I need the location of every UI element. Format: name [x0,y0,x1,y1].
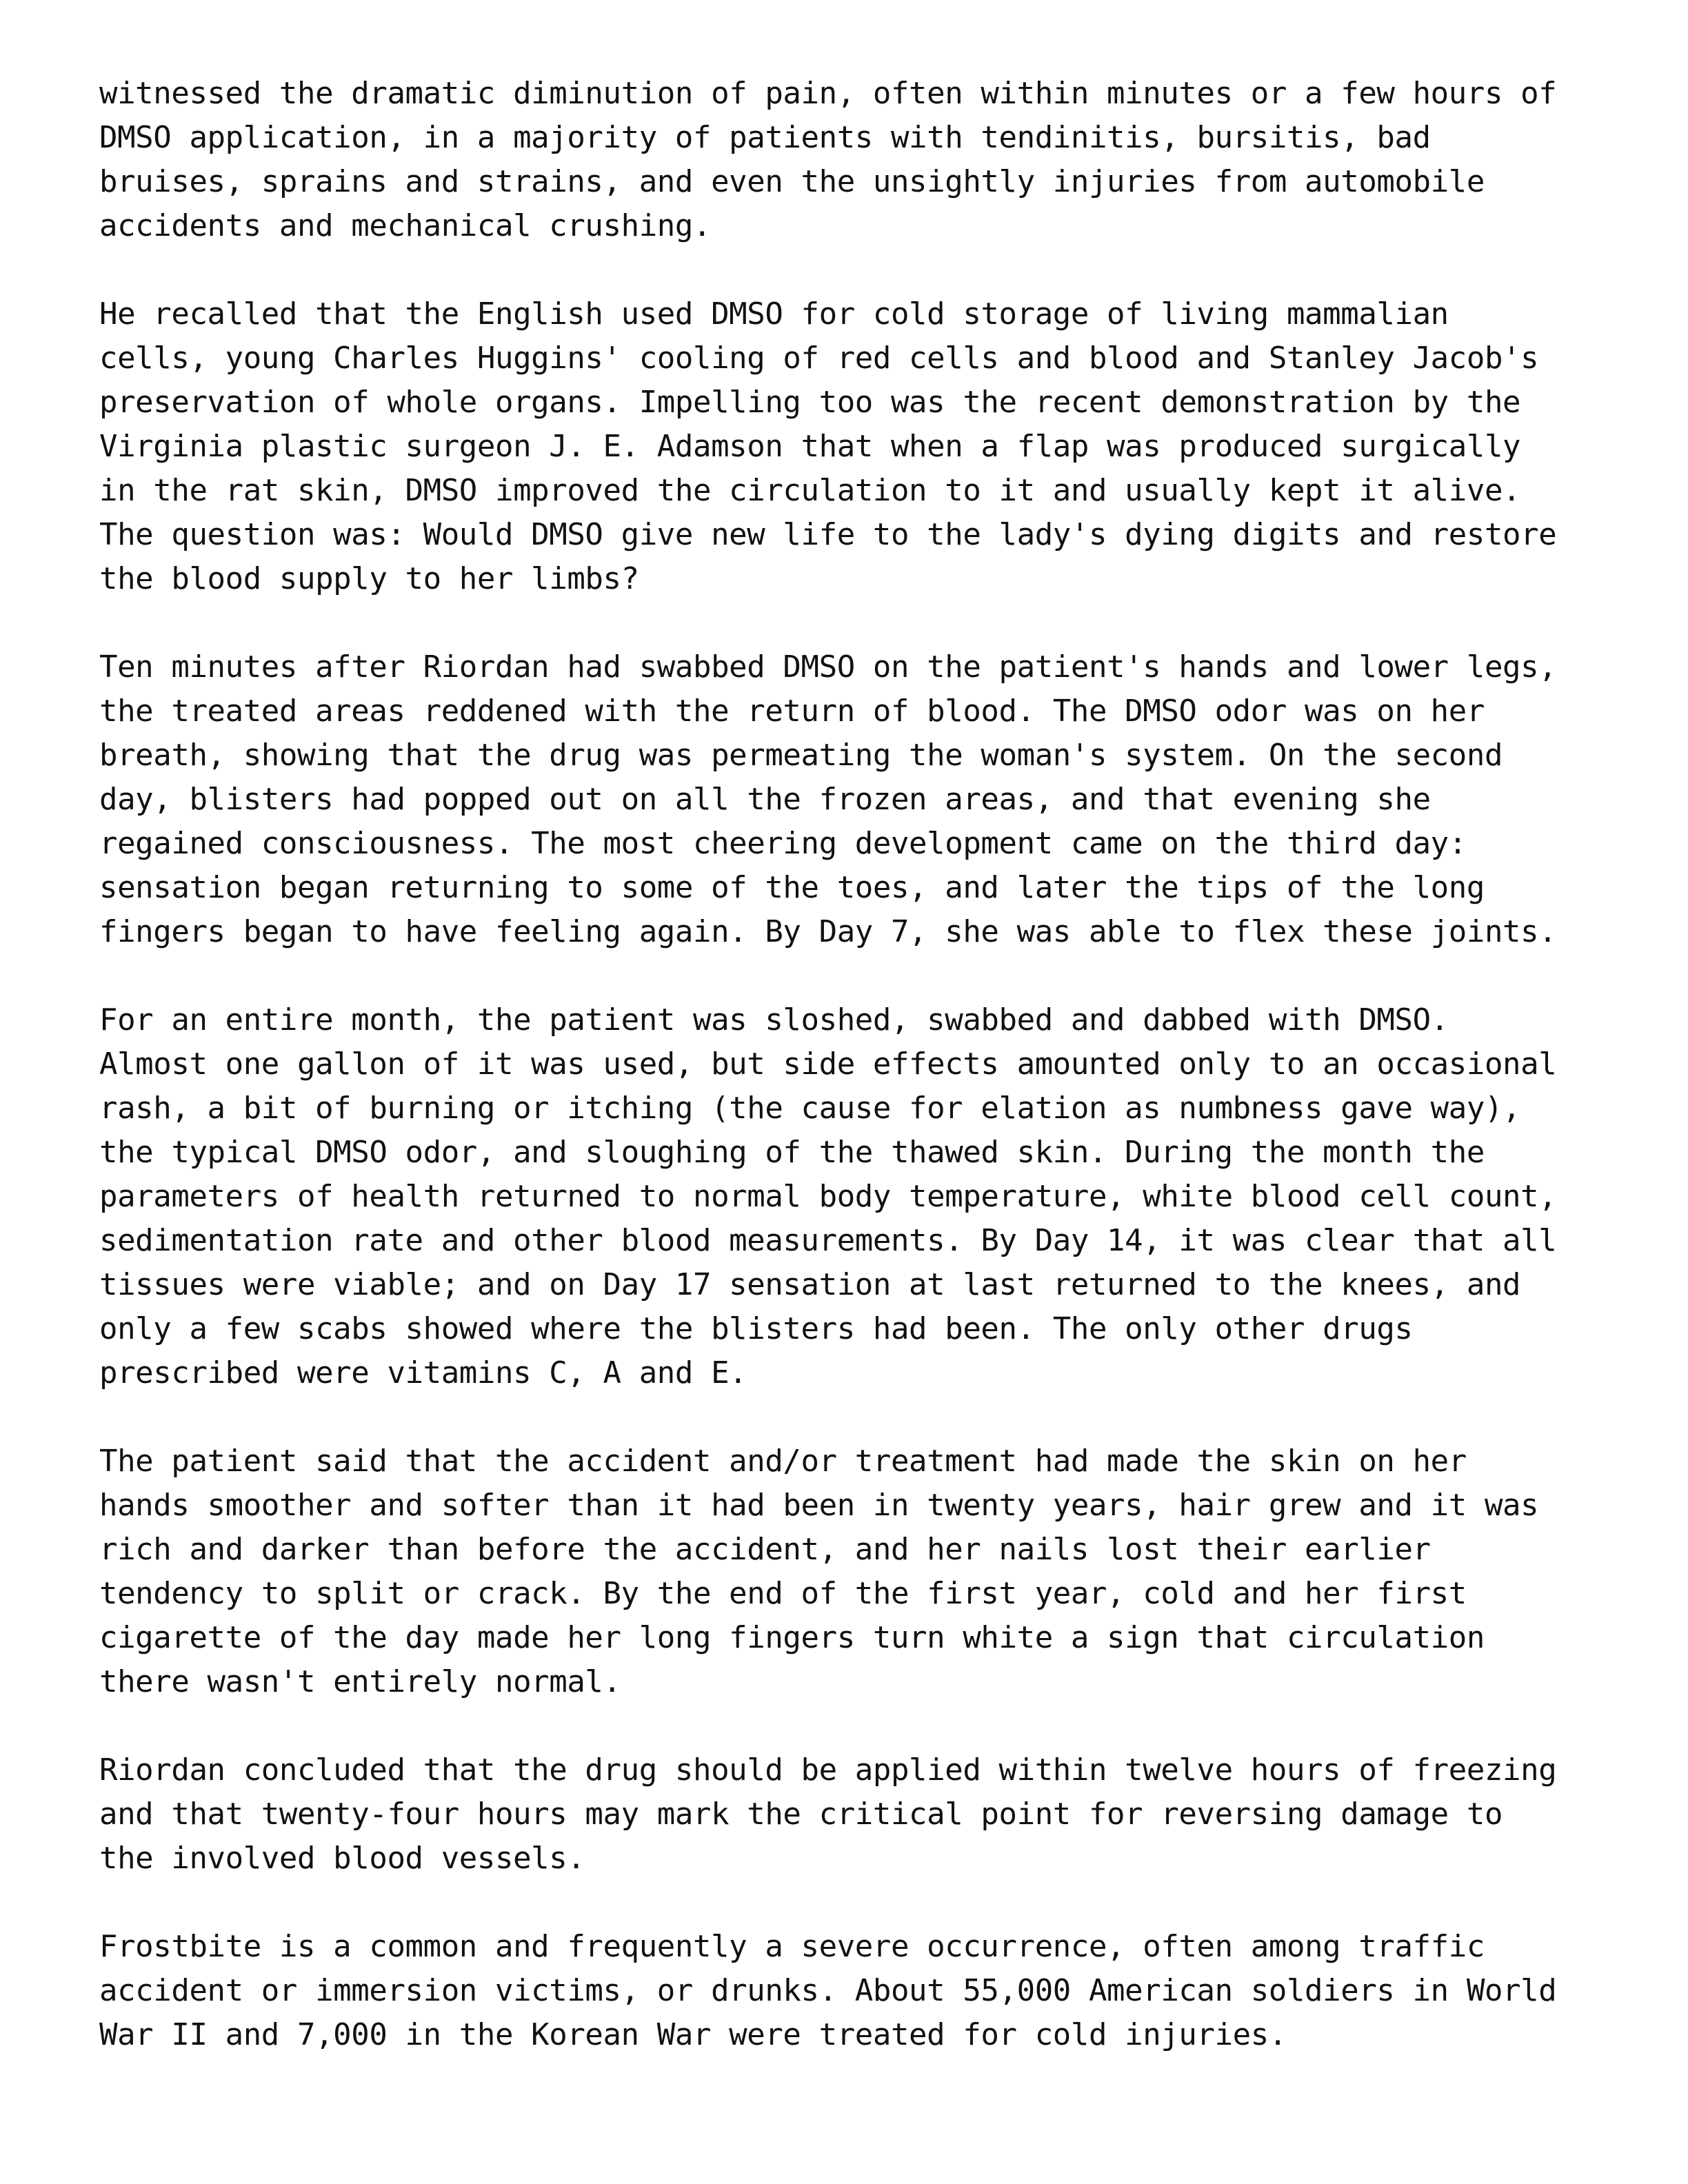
text-line: there wasn't entirely normal. [99,1664,621,1699]
text-line: Frostbite is a common and frequently a severe occurrence, often among traffic [99,1929,1485,1964]
text-line: The question was: Would DMSO give new life to the lady's dying digits and restore [99,517,1557,552]
paragraph-5 [99,1439,1602,1704]
text-line: DMSO application, in a majority of patients with tendinitis, bursitis, bad [99,120,1431,155]
text-line: accidents and mechanical crushing. [99,208,712,243]
text-line: the involved blood vessels. [99,1841,585,1876]
text-line: and that twenty-four hours may mark the critical point for reversing damage to [99,1797,1503,1832]
paragraph-6 [99,1748,1602,1881]
text-line: preservation of whole organs. Impelling too was the recent demonstration by the [99,385,1521,420]
text-line: rich and darker than before the accident, and her nails lost their earlier [99,1532,1431,1567]
text-line: fingers began to have feeling again. By Day 7, she was able to flex these joints. [99,914,1557,949]
text-line: the typical DMSO odor, and sloughing of the thawed skin. During the month the [99,1135,1485,1170]
text-line: regained consciousness. The most cheering development came on the third day: [99,826,1467,861]
text-line: rash, a bit of burning or itching (the cause for elation as numbness gave way), [99,1091,1521,1126]
text-line: accident or immersion victims, or drunks. About 55,000 American soldiers in World [99,1973,1557,2008]
paragraph-4 [99,998,1602,1395]
text-line: bruises, sprains and strains, and even the unsightly injuries from automobile [99,164,1485,199]
document-page [99,72,1602,2101]
paragraph-7 [99,1925,1602,2057]
text-line: hands smoother and softer than it had been in twenty years, hair grew and it was [99,1488,1539,1523]
text-line: cells, young Charles Huggins' cooling of red cells and blood and Stanley Jacob's [99,341,1539,376]
text-line: day, blisters had popped out on all the frozen areas, and that evening she [99,782,1431,817]
text-line: sedimentation rate and other blood measurements. By Day 14, it was clear that all [99,1223,1557,1258]
text-line: parameters of health returned to normal body temperature, white blood cell count, [99,1179,1557,1214]
text-line: witnessed the dramatic diminution of pain, often within minutes or a few hours of [99,76,1557,111]
text-line: Riordan concluded that the drug should be applied within twelve hours of freezing [99,1752,1557,1788]
text-line: cigarette of the day made her long fingers turn white a sign that circulation [99,1620,1485,1655]
text-line: the treated areas reddened with the return of blood. The DMSO odor was on her [99,694,1485,729]
text-line: breath, showing that the drug was permeating the woman's system. On the second [99,738,1503,773]
text-line: The patient said that the accident and/or treatment had made the skin on her [99,1444,1467,1479]
text-line: prescribed were vitamins C, A and E. [99,1355,747,1391]
text-line: sensation began returning to some of the toes, and later the tips of the long [99,870,1485,905]
paragraph-2 [99,292,1602,601]
text-line: Ten minutes after Riordan had swabbed DMSO on the patient's hands and lower legs, [99,649,1557,685]
text-line: only a few scabs showed where the blisters had been. The only other drugs [99,1311,1413,1346]
text-line: tissues were viable; and on Day 17 sensation at last returned to the knees, and [99,1267,1521,1302]
text-line: War II and 7,000 in the Korean War were treated for cold injuries. [99,2017,1287,2052]
text-line: He recalled that the English used DMSO for cold storage of living mammalian [99,296,1449,332]
text-line: the blood supply to her limbs? [99,561,639,596]
text-line: in the rat skin, DMSO improved the circulation to it and usually kept it alive. [99,473,1521,508]
text-line: Almost one gallon of it was used, but side effects amounted only to an occasional [99,1046,1557,1082]
paragraph-1 [99,72,1602,248]
text-line: tendency to split or crack. By the end of the first year, cold and her first [99,1576,1467,1611]
text-line: For an entire month, the patient was sloshed, swabbed and dabbed with DMSO. [99,1002,1449,1038]
paragraph-3 [99,645,1602,954]
text-line: Virginia plastic surgeon J. E. Adamson that when a flap was produced surgically [99,429,1521,464]
